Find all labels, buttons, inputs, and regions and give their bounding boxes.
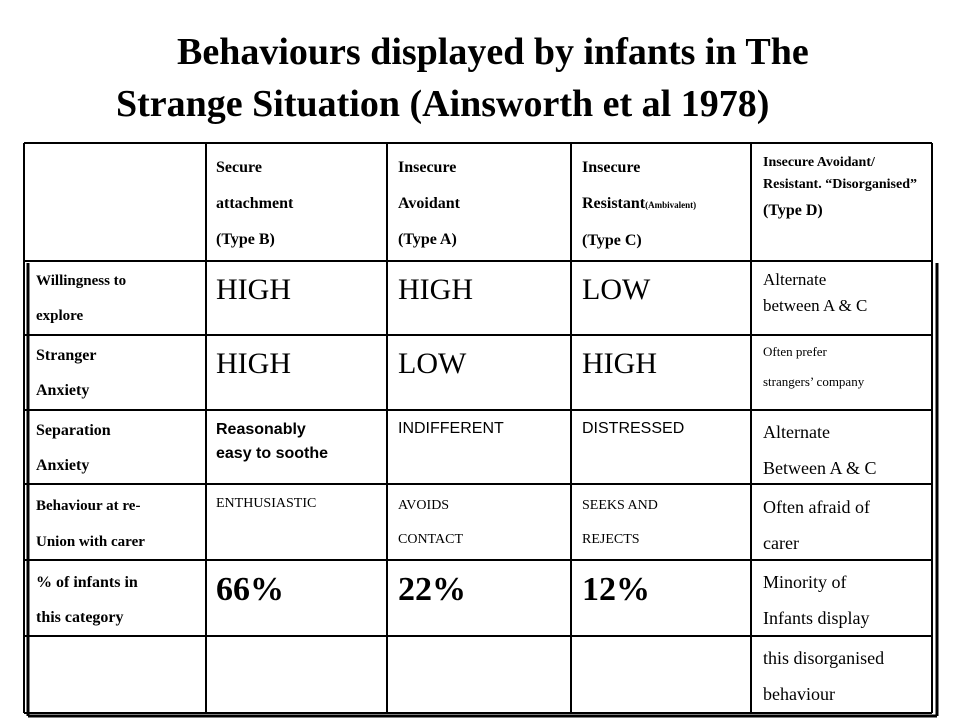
cell-willingness-disorganised: Alternate between A & C xyxy=(763,270,868,315)
cell-reunion-resistant: SEEKS AND REJECTS xyxy=(582,498,658,547)
cell-willingness-resistant: LOW xyxy=(582,273,651,306)
cell-percent-secure: 66% xyxy=(216,571,284,608)
cell-separation-resistant: DISTRESSED xyxy=(582,420,685,437)
cell-stranger-secure: HIGH xyxy=(216,347,291,380)
row-label-reunion: Behaviour at re- Union with carer xyxy=(36,498,145,550)
cell-willingness-avoidant: HIGH xyxy=(398,273,473,306)
cell-reunion-avoidant: AVOIDS CONTACT xyxy=(398,498,463,547)
row-label-percent: % of infants in this category xyxy=(36,574,138,626)
row-label-separation-anxiety: Separation Anxiety xyxy=(36,422,111,474)
header-secure: Secure attachment (Type B) xyxy=(216,159,294,248)
header-resistant-ambivalent: (Ambivalent) xyxy=(645,200,697,210)
row-label-willingness: Willingness to explore xyxy=(36,273,127,324)
cell-stranger-resistant: HIGH xyxy=(582,347,657,380)
cell-reunion-secure: ENTHUSIASTIC xyxy=(216,496,317,511)
cell-percent-avoidant: 22% xyxy=(398,571,466,608)
page-title-line-1: Behaviours displayed by infants in The xyxy=(177,31,809,73)
cell-stranger-avoidant: LOW xyxy=(398,347,467,380)
row-label-stranger-anxiety: Stranger Anxiety xyxy=(36,347,97,399)
cell-percent-disorganised: Minority of Infants display xyxy=(763,572,870,628)
header-avoidant: Insecure Avoidant (Type A) xyxy=(398,159,460,248)
cell-reunion-disorganised: Often afraid of carer xyxy=(763,497,870,553)
cell-separation-avoidant: INDIFFERENT xyxy=(398,420,504,437)
cell-separation-disorganised: Alternate Between A & C xyxy=(763,422,877,478)
cell-stranger-disorganised: Often prefer strangers’ company xyxy=(763,344,865,389)
cell-last-disorganised: this disorganised behaviour xyxy=(763,648,885,704)
page-title-line-2: Strange Situation (Ainsworth et al 1978) xyxy=(116,83,770,125)
header-resistant: Insecure Resistant(Ambivalent) (Type C) xyxy=(582,159,697,249)
cell-percent-resistant: 12% xyxy=(582,571,650,608)
cell-willingness-secure: HIGH xyxy=(216,273,291,306)
cell-separation-secure: Reasonably easy to soothe xyxy=(216,421,329,462)
header-disorganised: Insecure Avoidant/ Resistant. “Disorganised” (Type D) xyxy=(763,155,918,219)
